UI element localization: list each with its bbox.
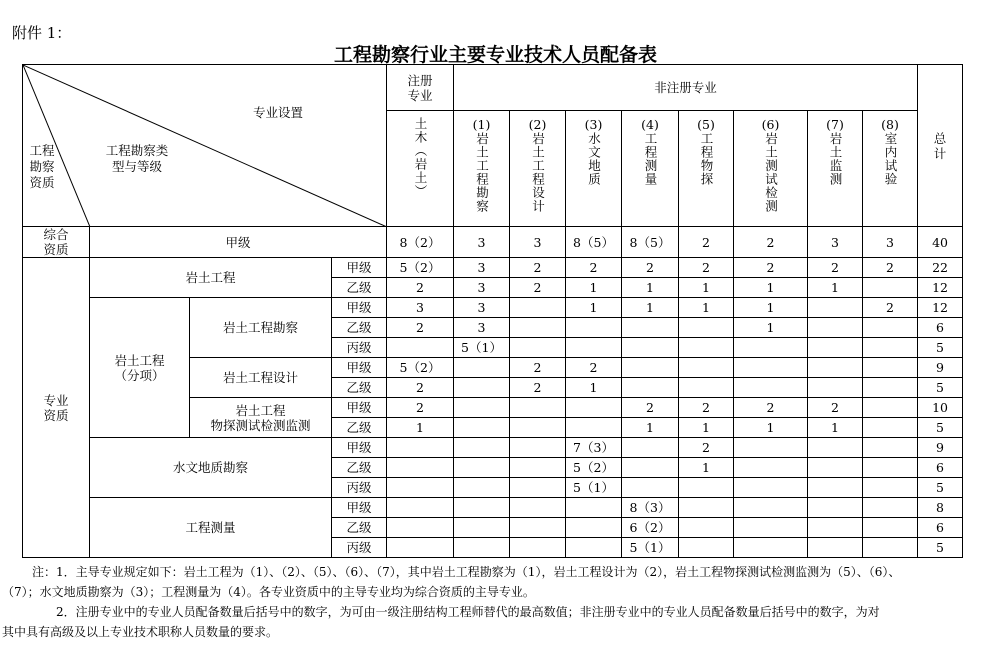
total-cell: 5 xyxy=(918,478,963,498)
value-cell xyxy=(454,458,510,478)
value-cell: 5（1） xyxy=(622,538,679,558)
notes xyxy=(2,562,967,642)
corner-label-type-grade: 工程勘察类型与等级 xyxy=(105,143,169,174)
value-cell xyxy=(510,438,566,458)
note-1b: （7）；水文地质勘察为（3）；工程测量为（4）。各专业资质中的主导专业均为综合资质的主导专业。 xyxy=(2,585,535,599)
col-header-7: (7) 岩土监测 xyxy=(808,111,863,227)
page-title: 工程勘察行业主要专业技术人员配备表 xyxy=(333,44,657,66)
value-cell: 2 xyxy=(510,358,566,378)
value-cell xyxy=(863,278,918,298)
comprehensive-qual-label: 综合资质 xyxy=(23,227,90,258)
value-cell xyxy=(808,378,863,398)
value-cell: 5（2） xyxy=(566,458,622,478)
value-cell: 2 xyxy=(734,258,808,278)
value-cell: 2 xyxy=(622,398,679,418)
value-cell: 1 xyxy=(622,418,679,438)
grade-cell: 甲级 xyxy=(332,398,387,418)
value-cell xyxy=(808,498,863,518)
col-header-3: (3) 水文地质 xyxy=(566,111,622,227)
grade-cell: 丙级 xyxy=(332,338,387,358)
value-cell: 3 xyxy=(454,318,510,338)
value-cell: 1 xyxy=(622,298,679,318)
value-cell: 3 xyxy=(454,298,510,318)
value-cell: 1 xyxy=(679,418,734,438)
value-cell: 1 xyxy=(808,278,863,298)
value-cell: 1 xyxy=(679,278,734,298)
header-registered: 注册专业 xyxy=(387,65,454,111)
value-cell: 2 xyxy=(566,258,622,278)
value-cell xyxy=(863,338,918,358)
note-2b: 其中具有高级及以上专业技术职称人员数量的要求。 xyxy=(2,625,279,639)
value-cell xyxy=(863,318,918,338)
value-cell xyxy=(808,458,863,478)
grade-cell: 乙级 xyxy=(332,378,387,398)
value-cell xyxy=(679,538,734,558)
value-cell xyxy=(808,438,863,458)
value-cell xyxy=(566,418,622,438)
fenxiang-label: 岩土工程（分项） xyxy=(90,298,190,438)
value-cell xyxy=(454,378,510,398)
value-cell: 3 xyxy=(808,227,863,258)
value-cell: 2 xyxy=(808,258,863,278)
value-cell xyxy=(454,518,510,538)
total-cell: 5 xyxy=(918,338,963,358)
value-cell xyxy=(566,498,622,518)
value-cell xyxy=(510,538,566,558)
value-cell xyxy=(454,478,510,498)
grade-cell: 乙级 xyxy=(332,278,387,298)
corner-label-qualification: 工程勘察资质 xyxy=(29,143,55,190)
value-cell: 3 xyxy=(454,258,510,278)
grade-cell: 甲级 xyxy=(332,258,387,278)
grade-cell: 甲级 xyxy=(332,498,387,518)
value-cell: 3 xyxy=(510,227,566,258)
value-cell: 2 xyxy=(510,378,566,398)
value-cell xyxy=(510,458,566,478)
value-cell xyxy=(622,478,679,498)
value-cell: 1 xyxy=(734,278,808,298)
value-cell xyxy=(387,438,454,458)
value-cell: 2 xyxy=(679,227,734,258)
total-cell: 9 xyxy=(918,438,963,458)
grade-cell: 乙级 xyxy=(332,518,387,538)
value-cell: 2 xyxy=(387,318,454,338)
total-cell: 40 xyxy=(918,227,963,258)
value-cell xyxy=(566,338,622,358)
sheji-label: 岩土工程设计 xyxy=(190,358,332,398)
col-header-6: (6) 岩土测试检测 xyxy=(734,111,808,227)
value-cell xyxy=(622,438,679,458)
value-cell xyxy=(808,338,863,358)
value-cell: 3 xyxy=(454,227,510,258)
value-cell: 2 xyxy=(863,258,918,278)
value-cell: 5（2） xyxy=(387,258,454,278)
value-cell: 2 xyxy=(387,398,454,418)
header-nonregistered: 非注册专业 xyxy=(454,65,918,111)
value-cell: 1 xyxy=(622,278,679,298)
value-cell xyxy=(734,378,808,398)
value-cell xyxy=(510,318,566,338)
value-cell xyxy=(510,478,566,498)
value-cell xyxy=(734,358,808,378)
value-cell xyxy=(622,318,679,338)
value-cell xyxy=(808,478,863,498)
value-cell: 8（2） xyxy=(387,227,454,258)
value-cell: 1 xyxy=(387,418,454,438)
specialized-qual-label: 专业资质 xyxy=(23,258,90,558)
value-cell: 2 xyxy=(734,398,808,418)
grade-cell: 乙级 xyxy=(332,318,387,338)
corner-label-specialty: 专业设置 xyxy=(252,105,303,120)
value-cell xyxy=(387,338,454,358)
col-header-1: (1) 岩土工程勘察 xyxy=(454,111,510,227)
row-yantu-a xyxy=(23,258,963,278)
value-cell xyxy=(510,398,566,418)
value-cell xyxy=(387,458,454,478)
value-cell: 8（5） xyxy=(622,227,679,258)
value-cell: 6（2） xyxy=(622,518,679,538)
value-cell xyxy=(808,538,863,558)
value-cell: 2 xyxy=(387,378,454,398)
value-cell xyxy=(863,418,918,438)
value-cell xyxy=(622,338,679,358)
yantu-label: 岩土工程 xyxy=(90,258,332,298)
value-cell xyxy=(863,518,918,538)
value-cell xyxy=(863,398,918,418)
comprehensive-grade: 甲级 xyxy=(90,227,387,258)
total-cell: 6 xyxy=(918,458,963,478)
grade-cell: 丙级 xyxy=(332,478,387,498)
grade-cell: 丙级 xyxy=(332,538,387,558)
value-cell: 2 xyxy=(510,258,566,278)
value-cell xyxy=(734,338,808,358)
value-cell xyxy=(387,538,454,558)
total-cell: 6 xyxy=(918,318,963,338)
value-cell xyxy=(679,378,734,398)
value-cell xyxy=(734,538,808,558)
total-cell: 12 xyxy=(918,278,963,298)
value-cell xyxy=(679,358,734,378)
row-kancha-a xyxy=(23,298,963,318)
value-cell xyxy=(454,358,510,378)
value-cell: 2 xyxy=(679,258,734,278)
value-cell xyxy=(387,478,454,498)
value-cell xyxy=(679,518,734,538)
col-header-8: (8) 室内试验 xyxy=(863,111,918,227)
note-1a: 注：1．主导专业规定如下：岩土工程为（1）、（2）、（5）、（6）、（7），其中岩土工程勘察为（1），岩土工程设计为（2），岩土工程物探测试检测监测为（5）、（6）、 xyxy=(32,565,901,579)
total-cell: 8 xyxy=(918,498,963,518)
col-header-0: 土木（岩土） xyxy=(387,111,454,227)
value-cell: 1 xyxy=(679,458,734,478)
value-cell xyxy=(566,398,622,418)
value-cell: 1 xyxy=(679,298,734,318)
value-cell: 1 xyxy=(566,298,622,318)
value-cell: 2 xyxy=(387,278,454,298)
total-cell: 9 xyxy=(918,358,963,378)
wutan-label: 岩土工程 物探测试检测监测 xyxy=(190,398,332,438)
value-cell xyxy=(863,358,918,378)
total-cell: 22 xyxy=(918,258,963,278)
value-cell: 8（3） xyxy=(622,498,679,518)
grade-cell: 乙级 xyxy=(332,418,387,438)
value-cell xyxy=(622,458,679,478)
value-cell xyxy=(510,418,566,438)
value-cell xyxy=(808,298,863,318)
value-cell: 2 xyxy=(808,398,863,418)
col-header-2: (2) 岩土工程设计 xyxy=(510,111,566,227)
grade-cell: 甲级 xyxy=(332,438,387,458)
value-cell xyxy=(734,498,808,518)
row-shuiwen-a xyxy=(23,438,963,458)
row-celiang-a xyxy=(23,498,963,518)
value-cell xyxy=(679,498,734,518)
grade-cell: 甲级 xyxy=(332,298,387,318)
value-cell: 5（2） xyxy=(387,358,454,378)
value-cell: 1 xyxy=(734,418,808,438)
value-cell xyxy=(863,378,918,398)
total-cell: 10 xyxy=(918,398,963,418)
celiang-label: 工程测量 xyxy=(90,498,332,558)
col-header-4: (4) 工程测量 xyxy=(622,111,679,227)
value-cell: 3 xyxy=(863,227,918,258)
total-cell: 5 xyxy=(918,538,963,558)
value-cell xyxy=(863,538,918,558)
value-cell xyxy=(566,518,622,538)
value-cell xyxy=(566,318,622,338)
value-cell xyxy=(622,378,679,398)
attachment-label: 附件 1： xyxy=(12,24,72,42)
value-cell xyxy=(510,338,566,358)
col-header-5: (5) 工程物探 xyxy=(679,111,734,227)
value-cell xyxy=(734,518,808,538)
kancha-label: 岩土工程勘察 xyxy=(190,298,332,358)
value-cell xyxy=(863,458,918,478)
note-2a: 2．注册专业中的专业人员配备数量后括号中的数字，为可由一级注册结构工程师替代的最高数值；非注册专业中的专业人员配备数量后括号中的数字，为对 xyxy=(56,605,880,619)
value-cell: 3 xyxy=(387,298,454,318)
value-cell: 5（1） xyxy=(566,478,622,498)
value-cell xyxy=(510,298,566,318)
value-cell xyxy=(387,498,454,518)
value-cell xyxy=(454,418,510,438)
value-cell xyxy=(863,478,918,498)
value-cell xyxy=(454,538,510,558)
value-cell xyxy=(679,318,734,338)
value-cell xyxy=(622,358,679,378)
value-cell: 8（5） xyxy=(566,227,622,258)
value-cell xyxy=(863,438,918,458)
total-cell: 5 xyxy=(918,378,963,398)
value-cell: 2 xyxy=(679,398,734,418)
value-cell xyxy=(734,458,808,478)
value-cell: 2 xyxy=(622,258,679,278)
value-cell xyxy=(510,498,566,518)
value-cell xyxy=(808,518,863,538)
value-cell: 1 xyxy=(566,278,622,298)
grade-cell: 甲级 xyxy=(332,358,387,378)
value-cell xyxy=(454,398,510,418)
value-cell xyxy=(454,438,510,458)
value-cell xyxy=(566,538,622,558)
value-cell: 2 xyxy=(734,227,808,258)
value-cell xyxy=(808,318,863,338)
corner-diagonal-lines xyxy=(23,65,387,227)
header-corner-cell xyxy=(23,65,387,227)
staffing-table xyxy=(22,64,963,558)
value-cell: 1 xyxy=(734,298,808,318)
value-cell xyxy=(679,338,734,358)
row-comprehensive xyxy=(23,227,963,258)
value-cell xyxy=(454,498,510,518)
value-cell xyxy=(734,478,808,498)
value-cell xyxy=(734,438,808,458)
total-cell: 12 xyxy=(918,298,963,318)
header-total: 总计 xyxy=(918,65,963,227)
value-cell xyxy=(808,358,863,378)
value-cell xyxy=(679,478,734,498)
value-cell xyxy=(863,498,918,518)
value-cell: 1 xyxy=(566,378,622,398)
value-cell: 1 xyxy=(808,418,863,438)
total-cell: 5 xyxy=(918,418,963,438)
value-cell: 2 xyxy=(510,278,566,298)
grade-cell: 乙级 xyxy=(332,458,387,478)
value-cell xyxy=(387,518,454,538)
value-cell: 3 xyxy=(454,278,510,298)
value-cell: 1 xyxy=(734,318,808,338)
total-cell: 6 xyxy=(918,518,963,538)
value-cell: 2 xyxy=(566,358,622,378)
shuiwen-label: 水文地质勘察 xyxy=(90,438,332,498)
value-cell: 5（1） xyxy=(454,338,510,358)
value-cell: 7（3） xyxy=(566,438,622,458)
value-cell: 2 xyxy=(679,438,734,458)
value-cell xyxy=(510,518,566,538)
value-cell: 2 xyxy=(863,298,918,318)
